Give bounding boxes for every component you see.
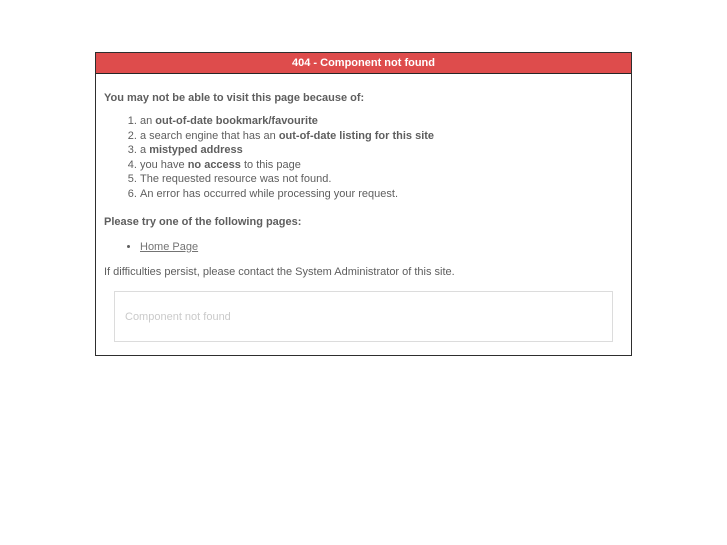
error-title: 404 - Component not found: [292, 57, 435, 69]
admin-contact-note: If difficulties persist, please contact the System Administrator of this site.: [104, 266, 455, 279]
component-message: Component not found: [125, 310, 231, 323]
suggestions-heading: Please try one of the following pages:: [104, 215, 302, 228]
reason-text: you have: [140, 158, 188, 171]
reason-text: The requested resource was not found.: [140, 173, 332, 186]
reason-text-bold: no access: [187, 158, 241, 171]
error-page-panel: [95, 52, 632, 356]
home-page-link[interactable]: Home Page: [140, 240, 199, 253]
reason-item: [140, 187, 623, 202]
list-item: [140, 240, 623, 255]
reason-item: [140, 172, 623, 187]
reason-text-bold: out-of-date bookmark/favourite: [155, 115, 318, 127]
reason-item: [140, 143, 623, 158]
reason-item: [140, 129, 623, 144]
reason-item: [140, 114, 623, 129]
reason-text-bold: out-of-date listing for this site: [278, 129, 435, 142]
reason-text: a search engine that has an: [140, 129, 279, 142]
reason-text-bold: mistyped address: [149, 144, 243, 157]
error-content: [96, 92, 631, 342]
suggested-pages-list: [104, 240, 623, 255]
reasons-list: [104, 114, 623, 202]
component-message-box: [114, 291, 613, 342]
error-header-bar: [96, 53, 631, 74]
reason-text: An error has occurred while processing your request.: [140, 187, 399, 200]
reason-text: a: [140, 144, 150, 157]
reason-text: an: [140, 115, 156, 127]
reason-item: [140, 158, 623, 173]
reason-text: to this page: [240, 158, 301, 171]
error-intro-heading: You may not be able to visit this page because of:: [104, 92, 365, 104]
